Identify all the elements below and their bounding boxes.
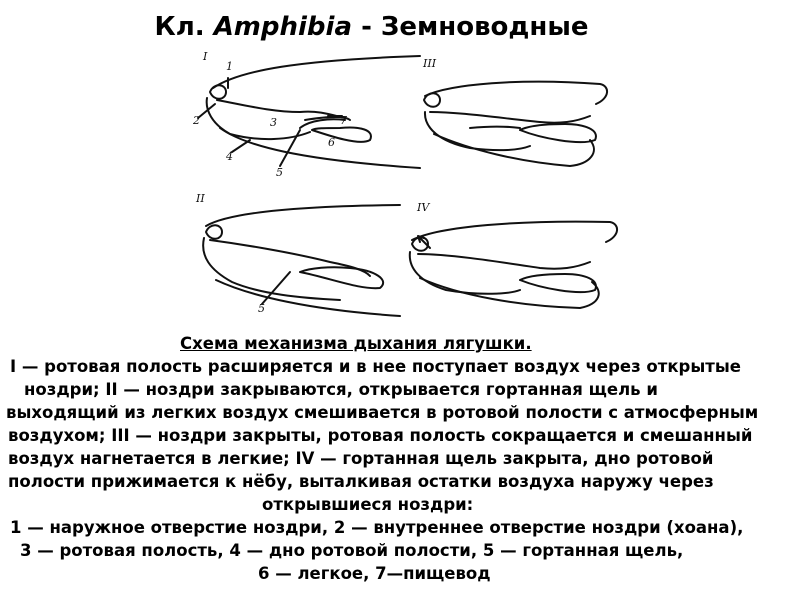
panel-I-jaw (220, 128, 420, 168)
title-latin: Amphibia (213, 12, 353, 42)
caption-line: 3 — ротовая полость, 4 — дно ротовой полости, 5 — гортанная щель, (20, 541, 684, 560)
panel-I-pointer-4 (232, 140, 250, 152)
caption-line: воздух нагнетается в легкие; IV — гортанная щель закрыта, дно ротовой (8, 449, 714, 468)
panel-I-label-7: 7 (340, 114, 347, 127)
caption-line: открывшиеся ноздри: (262, 495, 474, 514)
panel-II (195, 192, 400, 316)
caption-line: воздухом; III — ноздри закрыты, ротовая полость сокращается и смешанный (8, 426, 753, 445)
panel-I-mouth-floor (207, 98, 310, 139)
panel-II-head-outline (206, 205, 400, 226)
panel-I-label-1: 1 (226, 60, 233, 73)
panel-I-lung (312, 128, 371, 142)
panel-III-head-outline (425, 82, 607, 104)
panel-label-II: II (196, 192, 205, 205)
title-prefix: Кл. (154, 12, 214, 42)
panel-I-label-5: 5 (276, 166, 283, 179)
caption-line: I — ротовая полость расширяется и в нее поступает воздух через открытые (10, 357, 741, 376)
panel-II-palate (210, 240, 370, 276)
panel-IV-lung (520, 274, 596, 292)
panel-IV-head-outline (412, 222, 617, 242)
panel-label-IV: IV (417, 201, 430, 214)
caption-line: выходящий из легких воздух смешивается в ротовой полости с атмосферным (6, 403, 759, 422)
caption-heading: Схема механизма дыхания лягушки. (180, 334, 532, 353)
caption-line: 6 — легкое, 7—пищевод (258, 564, 491, 583)
panel-II-lung (300, 267, 383, 288)
panel-I-label-3: 3 (270, 116, 277, 129)
panel-II-nostril (206, 225, 222, 239)
panel-II-mouth-floor (203, 238, 340, 300)
caption-line: полости прижимается к нёбу, выталкивая остатки воздуха наружу через (8, 472, 714, 491)
panel-III-mouth-floor (425, 112, 530, 150)
panel-II-label-5: 5 (258, 302, 265, 315)
caption-line: 1 — наружное отверстие ноздри, 2 — внутреннее отверстие ноздри (хоана), (10, 518, 744, 537)
panel-I (192, 50, 420, 179)
figure-caption (0, 333, 800, 600)
panel-I-head-outline (213, 56, 420, 88)
caption-line: ноздри; II — ноздри закрываются, открывается гортанная щель и (24, 380, 658, 399)
panel-IV-palate (418, 254, 590, 269)
panel-I-label-2: 2 (193, 114, 200, 127)
panel-label-I: I (203, 50, 208, 63)
panel-III-nostril (424, 93, 440, 107)
panel-III-palate (430, 112, 590, 123)
panel-III-lung (520, 124, 596, 142)
panel-I-nostril (210, 85, 226, 99)
panel-I-label-6: 6 (328, 136, 335, 149)
panel-label-III: III (423, 57, 437, 70)
panel-III-air-flow (470, 127, 520, 129)
panel-I-palate (217, 100, 345, 118)
panel-IV (410, 201, 617, 308)
panel-III (422, 57, 607, 166)
title-suffix: - Земноводные (352, 12, 589, 42)
panel-I-label-4: 4 (226, 150, 233, 163)
panel-I-pointer-5 (280, 130, 300, 166)
